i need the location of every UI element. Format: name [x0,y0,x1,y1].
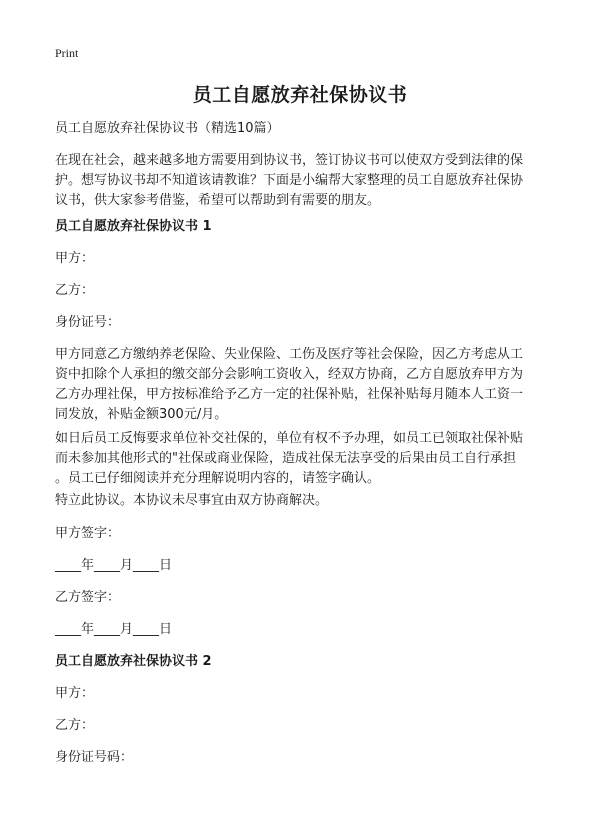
party-a-signature-label: 甲方签字： [55,526,121,541]
paragraph-line: 同发放，补贴金额300元/月。 [55,407,228,422]
agreement-paragraph-1 [55,345,555,425]
section2-heading: 员工自愿放弃社保协议书 2 [55,654,212,669]
party-b-date-line: ____年____月____日 [55,622,173,637]
paragraph-line: 甲方同意乙方缴纳养老保险、失业保险、工伤及医疗等社会保险，因乙方考虑从工 [55,347,524,362]
subtitle: 员工自愿放弃社保协议书（精选10篇） [55,121,280,136]
agreement-paragraph-3: 特立此协议。本协议未尽事宜由双方协商解决。 [55,493,329,508]
paragraph-line: 乙方办理社保，甲方按标准给予乙方一定的社保补贴，社保补贴每月随本人工资一 [55,387,524,402]
section1-heading: 员工自愿放弃社保协议书 1 [55,219,212,234]
page-title: 员工自愿放弃社保协议书 [192,84,408,106]
paragraph-line: 如日后员工反悔要求单位补交社保的，单位有权不予办理，如员工已领取社保补贴 [55,431,524,446]
party-b-signature-label: 乙方签字： [55,590,121,605]
paragraph-line: 资中扣除个人承担的缴交部分会影响工资收入，经双方协商，乙方自愿放弃甲方为 [55,367,524,382]
party-b-label: 乙方： [55,283,95,298]
intro-line: 在现在社会，越来越多地方需要用到协议书，签订协议书可以使双方受到法律的保 [55,153,524,168]
party-a-date-line: ____年____月____日 [55,558,173,573]
section2-party-a-label: 甲方： [55,686,95,701]
id-number-label: 身份证号： [55,315,121,330]
print-link[interactable]: Print [55,46,79,60]
intro-line: 护。想写协议书却不知道该请教谁？下面是小编帮大家整理的员工自愿放弃社保协 [55,173,524,188]
paragraph-line: 。员工已仔细阅读并充分理解说明内容的，请签字确认。 [55,471,381,486]
intro-line: 议书，供大家参考借鉴，希望可以帮助到有需要的朋友。 [55,193,381,208]
section2-id-number-label: 身份证号码： [55,750,134,765]
agreement-paragraph-2 [55,429,555,489]
section2-party-b-label: 乙方： [55,718,95,733]
paragraph-line: 而未参加其他形式的"社保或商业保险，造成社保无法享受的后果由员工自行承担 [55,451,516,466]
party-a-label: 甲方： [55,251,95,266]
intro-paragraph [55,151,555,211]
